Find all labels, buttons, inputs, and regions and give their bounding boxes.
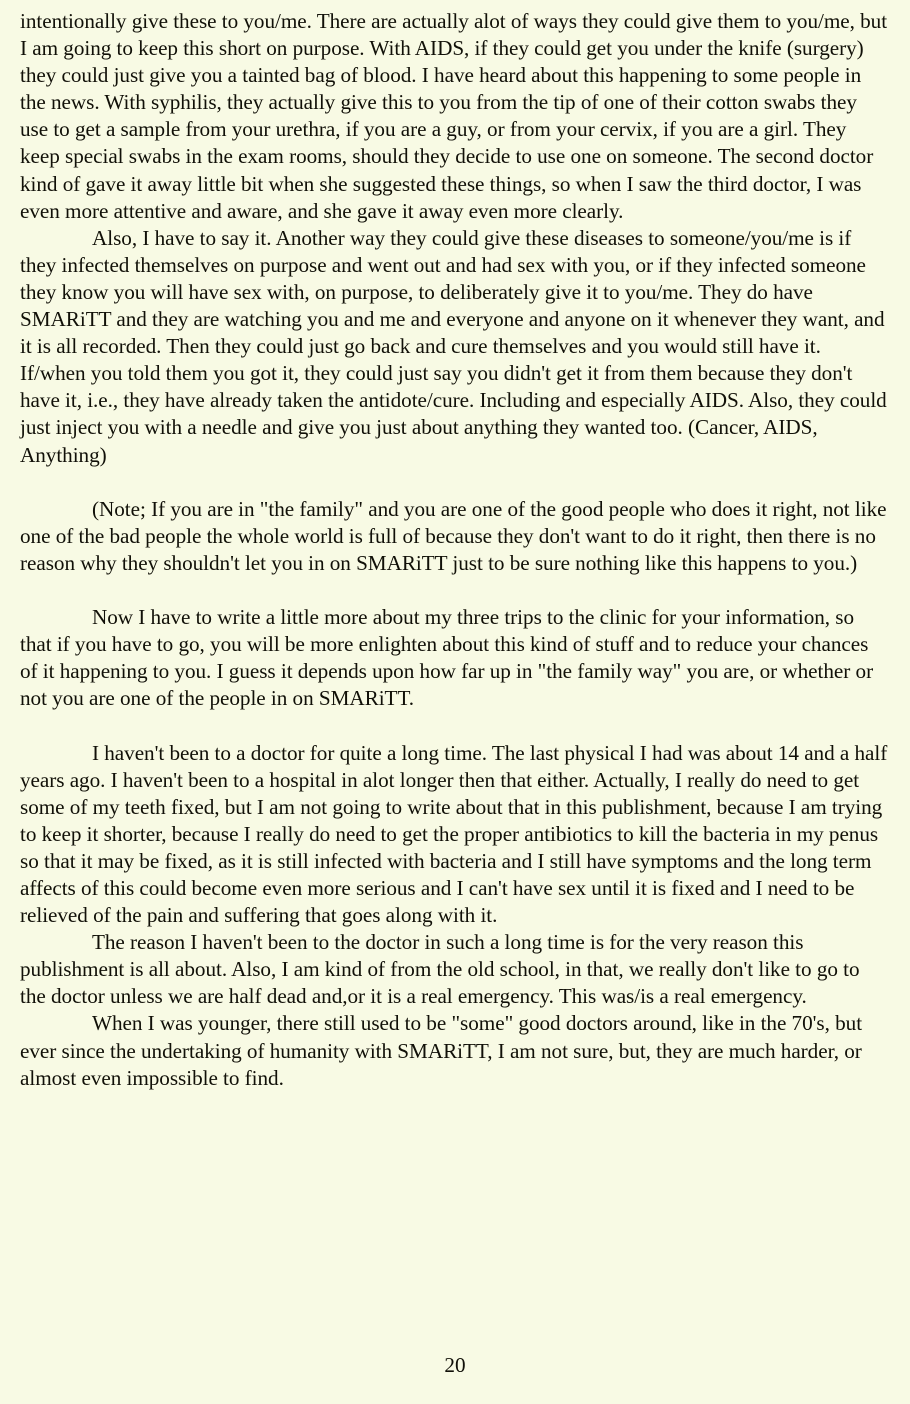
- paragraph-the-reason-i-havent-been: The reason I haven't been to the doctor in such a long time is for the very reason this publishment is all about. Also, I am kind of from the old school, in that, we really don't like to go to the doctor unless we are half dead and,or it is a real emergency. This was/is a real emergency.: [20, 930, 860, 1009]
- paragraph-continuation: intentionally give these to you/me. There are actually alot of ways they could give them to you/me, but I am going to keep this short on purpose. With AIDS, if they could get you under the knife (surgery) they could just give you a tainted bag of blood. I have heard about this happening to some people in the news. With syphilis, they actually give this to you from the tip of one of their cotton swabs they use to get a sample from your urethra, if you are a guy, or from your cervix, if you are a girl. They keep special swabs in the exam rooms, should they decide to use one on someone. The second doctor kind of gave it away little bit when she suggested these things, so when I saw the third doctor, I was even more attentive and aware, and she gave it away even more clearly.: [20, 9, 888, 223]
- paragraph-also-i-have-to-say-it: Also, I have to say it. Another way they could give these diseases to someone/you/me is if they infected themselves on purpose and went out and had sex with you, or if they infected someone they know you will have sex with, on purpose, to deliberately give it to you/me. They do have SMARiTT and they are watching you and me and everyone and anyone on it whenever they want, and it is all recorded. Then they could just go back and cure themselves and you would still have it. If/when you told them you got it, they could just say you didn't get it from them because they don't have it, i.e., they have already taken the antidote/cure. Including and especially AIDS. Also, they could just inject you with a needle and give you just about anything they wanted too. (Cancer, AIDS, Anything): [20, 225, 887, 467]
- paragraph-now-i-have-to-write: Now I have to write a little more about my three trips to the clinic for your information, so that if you have to go, you will be more enlighten about this kind of stuff and to reduce your chances of it happening to you. I guess it depends upon how far up in "the family way" you are, or whether or not you are one of the people in on SMARiTT.: [20, 605, 874, 711]
- paragraph-when-i-was-younger: When I was younger, there still used to be "some" good doctors around, like in the 70's, but ever since the undertaking of humanity with SMARiTT, I am not sure, but, they are much harder, or almost even impossible to find.: [20, 1011, 863, 1090]
- paragraph-spacer: [20, 577, 888, 604]
- paragraph-spacer: [20, 712, 888, 739]
- page-number: 20: [444, 1353, 466, 1377]
- paragraph-note: (Note; If you are in "the family" and you are one of the good people who does it right, not like one of the bad people the whole world is full of because they don't want to do it right, then there is no reason why they shouldn't let you in on SMARiTT just to be sure nothing like this happens to you.): [20, 496, 887, 575]
- paragraph-i-havent-been-to-a-doctor: I haven't been to a doctor for quite a long time. The last physical I had was about 14 and a half years ago. I haven't been to a hospital in alot longer then that either. Actually, I really do need to get some of my teeth fixed, but I am not going to write about that in this publishment, because I am trying to keep it shorter, because I really do need to get the proper antibiotics to kill the bacteria in my penus so that it may be fixed, as it is still infected with bacteria and I still have symptoms and the long term affects of this could become even more serious and I can't have sex until it is fixed and I need to be relieved of the pain and suffering that goes along with it.: [20, 740, 888, 928]
- paragraph-spacer: [20, 469, 888, 496]
- page-text-body: [20, 8, 888, 1092]
